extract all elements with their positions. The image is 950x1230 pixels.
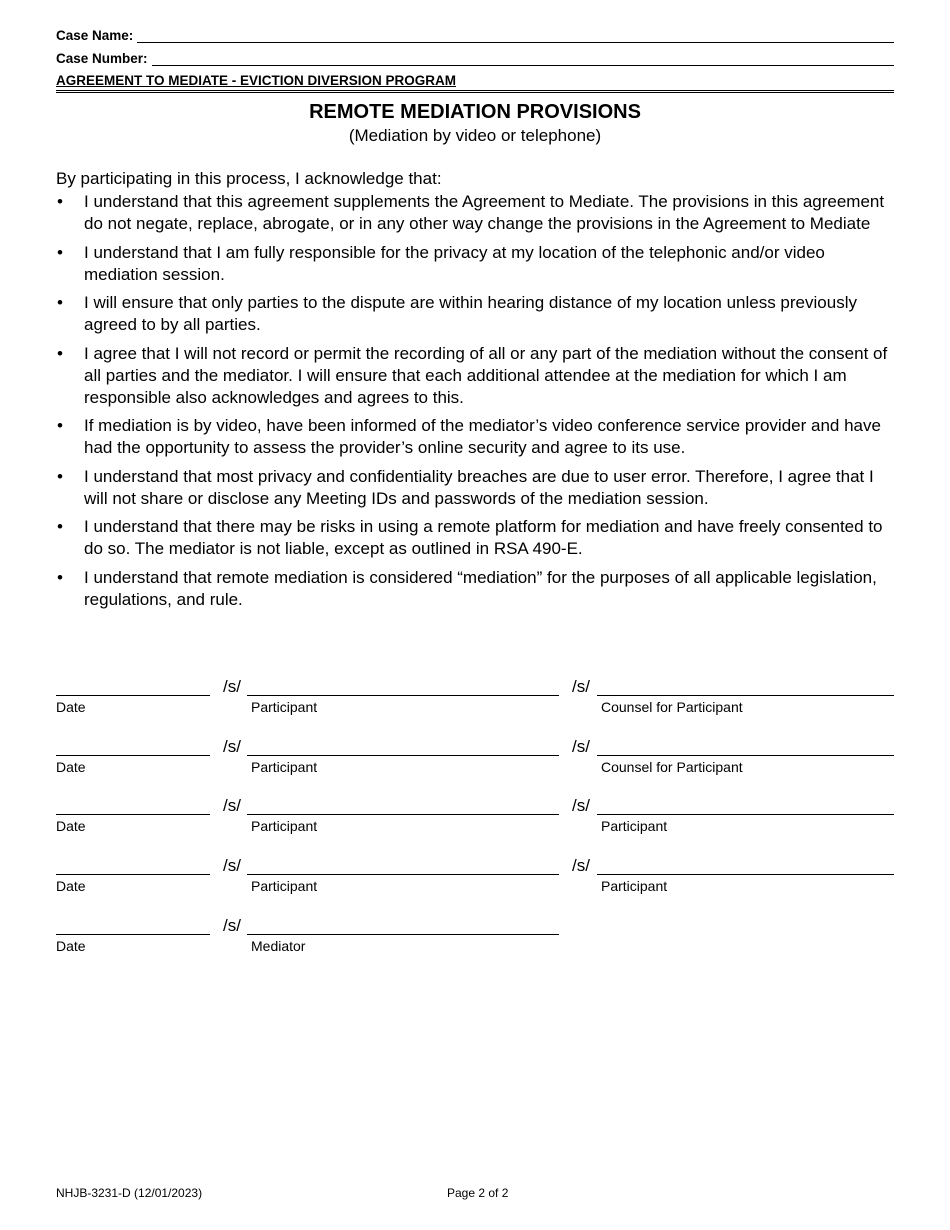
participant-signature-line[interactable]	[597, 814, 894, 815]
participant-signature-line[interactable]	[247, 874, 559, 875]
signature-marker: /s/	[223, 856, 241, 875]
bullet-icon: •	[57, 192, 63, 211]
list-item-text: I will ensure that only parties to the dispute are within hearing distance of my location unless previously agreed to by all parties.	[84, 293, 857, 334]
date-caption: Date	[56, 759, 86, 775]
participant-signature-line[interactable]	[247, 814, 559, 815]
list-item-text: I understand that this agreement supplements the Agreement to Mediate. The provisions in this agreement do not negate, replace, abrogate, or in any other way change the provisions in the Agreement to Mediate	[84, 192, 885, 233]
list-item	[56, 191, 896, 235]
date-line[interactable]	[56, 695, 210, 696]
case-number-row	[56, 51, 894, 66]
form-id: NHJB-3231-D (12/01/2023)	[56, 1186, 203, 1200]
bullet-icon: •	[57, 466, 63, 486]
case-number-label: Case Number:	[56, 51, 148, 66]
counsel-caption: Counsel for Participant	[601, 699, 743, 715]
participant-caption: Participant	[601, 878, 668, 894]
list-item-text: I understand that remote mediation is considered “mediation” for the purposes of all applicable legislation, regulations, and rule.	[84, 567, 877, 609]
participant-caption: Participant	[251, 699, 318, 715]
list-item	[56, 343, 896, 409]
list-item	[56, 567, 896, 611]
bullet-icon: •	[57, 517, 63, 536]
list-item	[56, 415, 896, 459]
signature-marker: /s/	[572, 856, 590, 875]
list-item-text: I agree that I will not record or permit the recording of all or any part of the mediation without the consent of all parties and the mediator. I will ensure that each additional attendee at the mediation for which I am responsible also acknowledges and agrees to this.	[84, 343, 888, 407]
counsel-signature-line[interactable]	[597, 695, 894, 696]
date-caption: Date	[56, 878, 86, 894]
date-line[interactable]	[56, 934, 210, 935]
participant-signature-line[interactable]	[597, 874, 894, 875]
list-item	[56, 292, 896, 336]
signature-marker: /s/	[223, 916, 241, 935]
counsel-signature-line[interactable]	[597, 755, 894, 756]
signature-marker: /s/	[572, 677, 590, 696]
bullet-icon: •	[57, 567, 63, 587]
bullet-icon: •	[57, 416, 63, 435]
list-item	[56, 516, 896, 560]
date-line[interactable]	[56, 814, 210, 815]
case-name-row	[56, 28, 894, 43]
signature-marker: /s/	[223, 796, 241, 815]
date-caption: Date	[56, 818, 86, 834]
mediator-caption: Mediator	[251, 938, 306, 954]
date-caption: Date	[56, 938, 86, 954]
participant-caption: Participant	[251, 759, 318, 775]
list-item-text: I understand that I am fully responsible for the privacy at my location of the telephonic and/or video mediation session.	[84, 242, 825, 284]
page-subtitle: (Mediation by video or telephone)	[348, 126, 602, 145]
participant-caption: Participant	[251, 878, 318, 894]
bullet-icon: •	[57, 293, 63, 312]
signature-marker: /s/	[223, 677, 241, 696]
case-number-field[interactable]	[152, 53, 894, 66]
list-item	[56, 466, 896, 510]
participant-caption: Participant	[251, 818, 318, 834]
acknowledgement-list	[56, 191, 896, 617]
page-number: Page 2 of 2	[447, 1186, 509, 1200]
participant-signature-line[interactable]	[247, 755, 559, 756]
bullet-icon: •	[57, 242, 63, 262]
list-item-text: I understand that most privacy and confidentiality breaches are due to user error. Therefore, I agree that I will not share or disclose any Meeting IDs and passwords of the mediation session.	[84, 466, 874, 508]
signature-marker: /s/	[572, 796, 590, 815]
list-item-text: I understand that there may be risks in using a remote platform for mediation and have freely consented to do so. The mediator is not liable, except as outlined in RSA 490-E.	[84, 517, 883, 558]
participant-signature-line[interactable]	[247, 695, 559, 696]
case-name-field[interactable]	[137, 30, 894, 43]
counsel-caption: Counsel for Participant	[601, 759, 743, 775]
page-title: REMOTE MEDIATION PROVISIONS	[309, 101, 641, 123]
signature-marker: /s/	[572, 737, 590, 756]
list-item-text: If mediation is by video, have been informed of the mediator’s video conference service provider and have had the opportunity to assess the provider’s online security and agree to its use.	[84, 416, 881, 457]
signature-marker: /s/	[223, 737, 241, 756]
list-item	[56, 242, 896, 286]
mediator-signature-line[interactable]	[247, 934, 559, 935]
intro-text: By participating in this process, I acknowledge that:	[56, 169, 442, 188]
case-name-label: Case Name:	[56, 28, 134, 43]
date-line[interactable]	[56, 874, 210, 875]
bullet-icon: •	[57, 343, 63, 363]
date-caption: Date	[56, 699, 86, 715]
participant-caption: Participant	[601, 818, 668, 834]
date-line[interactable]	[56, 755, 210, 756]
program-title: AGREEMENT TO MEDIATE - EVICTION DIVERSION PROGRAM	[56, 73, 894, 93]
